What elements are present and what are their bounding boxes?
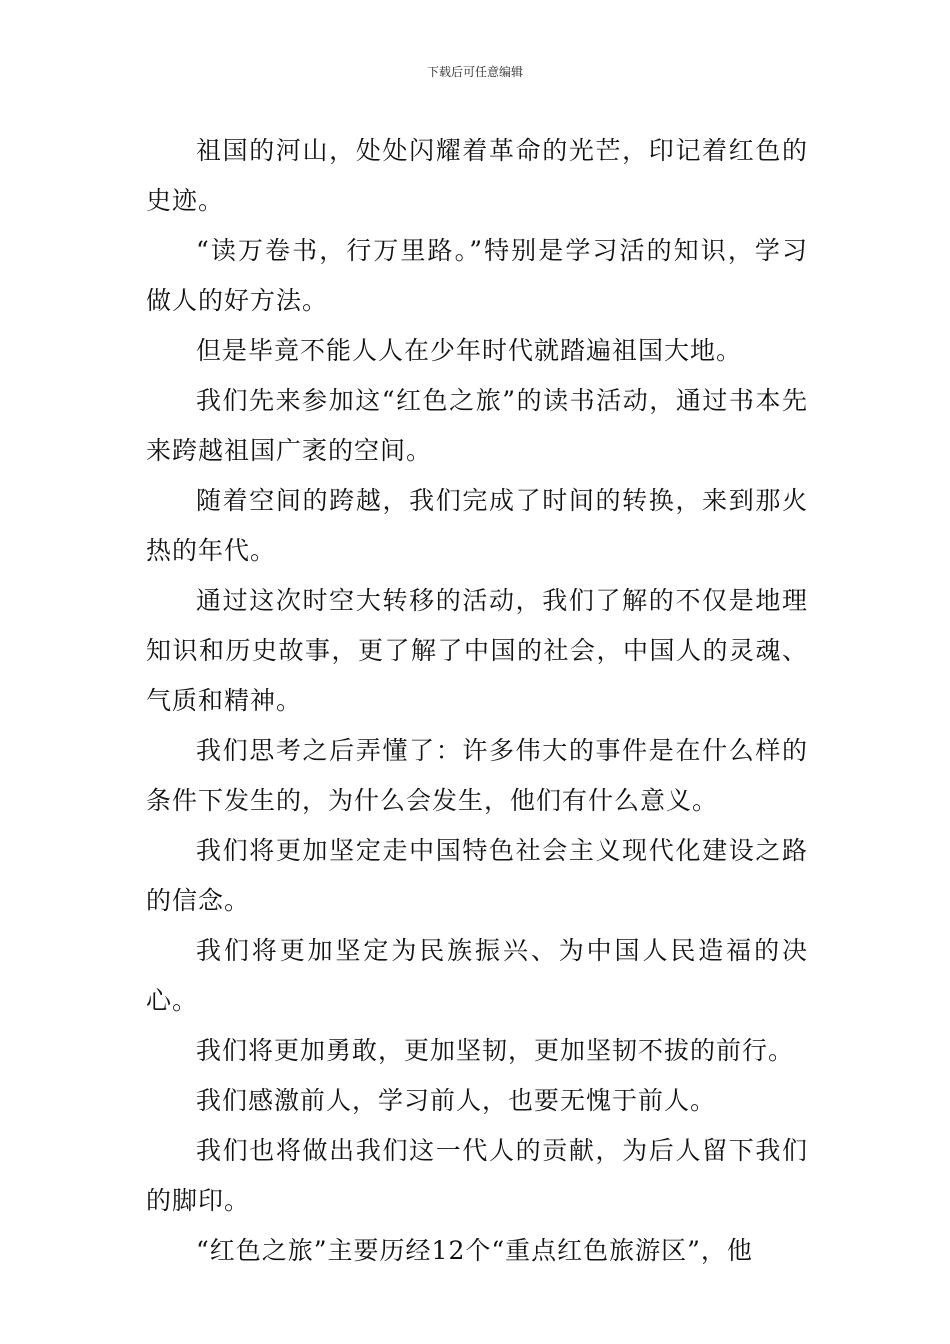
paragraph: 但是毕竟不能人人在少年时代就踏遍祖国大地。 <box>196 336 743 365</box>
page-header: 下载后可任意编辑 <box>426 65 523 79</box>
paragraph: 我们先来参加这“红色之旅”的读书活动，通过书本先来跨越祖国广袤的空间。 <box>146 386 808 465</box>
paragraph: “读万卷书，行万里路。”特别是学习活的知识，学习做人的好方法。 <box>146 236 808 315</box>
paragraph: 我们也将做出我们这一代人的贡献，为后人留下我们的脚印。 <box>146 1136 808 1215</box>
paragraph: 随着空间的跨越，我们完成了时间的转换，来到那火热的年代。 <box>146 486 808 565</box>
paragraph: 我们感激前人，学习前人，也要无愧于前人。 <box>196 1086 717 1115</box>
document-body <box>146 126 808 1276</box>
paragraph: 我们将更加坚定走中国特色社会主义现代化建设之路的信念。 <box>146 836 808 915</box>
paragraph: 通过这次时空大转移的活动，我们了解的不仅是地理知识和历史故事，更了解了中国的社会，中国人的灵魂、气质和精神。 <box>146 586 808 715</box>
paragraph: “红色之旅”主要历经12个“重点红色旅游区”，他 <box>196 1236 753 1265</box>
paragraph: 祖国的河山，处处闪耀着革命的光芒，印记着红色的史迹。 <box>146 136 808 215</box>
paragraph: 我们将更加坚定为民族振兴、为中国人民造福的决心。 <box>146 936 808 1015</box>
paragraph: 我们思考之后弄懂了：许多伟大的事件是在什么样的条件下发生的，为什么会发生，他们有什么意义。 <box>146 736 808 815</box>
paragraph: 我们将更加勇敢，更加坚韧，更加坚韧不拔的前行。 <box>196 1036 795 1065</box>
